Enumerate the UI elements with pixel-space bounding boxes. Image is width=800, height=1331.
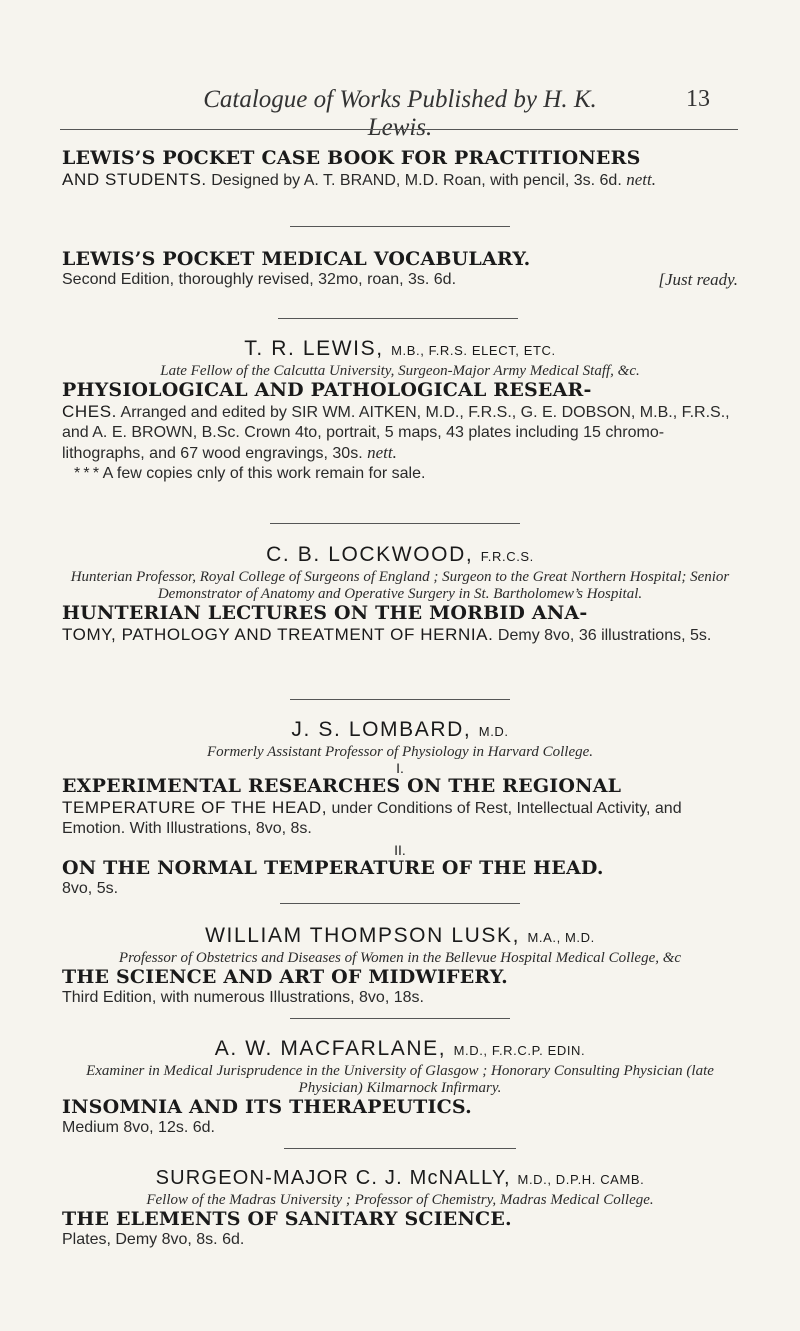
entry-description: under Conditions of Rest, Intellectual Activity, and Emotion. With Illustrations, 8vo, 8s. xyxy=(62,800,682,837)
author-affiliation: Formerly Assistant Professor of Physiology in Harvard College. xyxy=(206,744,594,760)
entry-title-continuation: AND STUDENTS. xyxy=(62,170,207,189)
author-degrees: F.R.C.S. xyxy=(480,549,534,564)
volume-numeral: I. xyxy=(396,760,404,776)
separator-rule xyxy=(280,903,520,904)
author-degrees: M.B., F.R.S. ELECT, ETC. xyxy=(391,343,556,358)
author-affiliation: Hunterian Professor, Royal College of Surgeons of England ; Surgeon to the Great Northern Hospital; Senior Demonstrator of Anatomy and Operative Surgery in St. Bartholomew’s Hospital. xyxy=(70,569,730,602)
price-note: nett. xyxy=(367,443,397,462)
entry-lewis xyxy=(62,337,738,484)
separator-rule xyxy=(284,1148,516,1149)
separator-rule xyxy=(290,226,510,227)
author-degrees: M.D., D.P.H. CAMB. xyxy=(517,1172,645,1187)
author-name: T. R. LEWIS, xyxy=(244,337,384,360)
entry-lusk xyxy=(62,924,738,1008)
price-note: nett. xyxy=(626,170,656,189)
header-rule xyxy=(60,129,738,130)
author-affiliation: Professor of Obstetrics and Diseases of Women in the Bellevue Hospital Medical College, &c xyxy=(118,950,682,966)
author-affiliation: Fellow of the Madras University ; Professor of Chemistry, Madras Medical College. xyxy=(146,1192,654,1208)
entry-description: Second Edition, thoroughly revised, 32mo, roan, 3s. 6d. xyxy=(62,271,457,288)
entry-title: LEWIS’S POCKET CASE BOOK FOR PRACTITIONERS xyxy=(62,147,641,169)
entry-title: THE ELEMENTS OF SANITARY SCIENCE. xyxy=(62,1208,512,1230)
footnote: * * * A few copies cnly of this work remain for sale. xyxy=(74,465,426,482)
author-degrees: M.D., F.R.C.P. EDIN. xyxy=(453,1043,586,1058)
entry-title: EXPERIMENTAL RESEARCHES ON THE REGIONAL xyxy=(62,775,622,797)
entry-lombard xyxy=(62,718,738,899)
separator-rule xyxy=(270,523,520,524)
entry-description: 8vo, 5s. xyxy=(62,880,119,897)
author-name: C. B. LOCKWOOD, xyxy=(266,543,474,566)
author-degrees: M.D. xyxy=(478,724,509,739)
entry-description: Plates, Demy 8vo, 8s. 6d. xyxy=(62,1231,245,1248)
separator-rule xyxy=(278,318,518,319)
author-name: J. S. LOMBARD, xyxy=(291,718,472,741)
entry-title: INSOMNIA AND ITS THERAPEUTICS. xyxy=(62,1096,472,1118)
separator-rule xyxy=(290,1018,510,1019)
entry-description: Medium 8vo, 12s. 6d. xyxy=(62,1119,215,1136)
entry-case-book xyxy=(62,148,738,191)
page-number: 13 xyxy=(686,86,710,112)
availability-note: [Just ready. xyxy=(658,270,738,289)
author-name: A. W. MACFARLANE, xyxy=(214,1037,447,1060)
entry-description: Demy 8vo, 36 illustrations, 5s. xyxy=(497,627,712,644)
entry-description: Arranged and edited by SIR WM. AITKEN, M.D., F.R.S., G. E. DOBSON, M.B., F.R.S., and A. E. BROWN, B.Sc. Crown 4to, portrait, 5 maps, 43 plates including 15 chromo-lithographs, and 67 wood engravings, 30s. xyxy=(62,404,730,462)
author-affiliation: Examiner in Medical Jurisprudence in the University of Glasgow ; Honorary Consulting Physician (late Physician) Kilmarnock Infirmary. xyxy=(86,1063,714,1096)
author-degrees: M.A., M.D. xyxy=(527,930,595,945)
entry-title: ON THE NORMAL TEMPERATURE OF THE HEAD. xyxy=(62,857,604,879)
entry-vocabulary xyxy=(62,249,738,290)
entry-title: THE SCIENCE AND ART OF MIDWIFERY. xyxy=(62,966,508,988)
entry-title: HUNTERIAN LECTURES ON THE MORBID ANA- xyxy=(62,602,588,624)
entry-title-continuation: TOMY, PATHOLOGY AND TREATMENT OF HERNIA. xyxy=(62,625,494,644)
entry-description: Third Edition, with numerous Illustrations, 8vo, 18s. xyxy=(62,989,424,1006)
entry-title: LEWIS’S POCKET MEDICAL VOCABULARY. xyxy=(62,248,531,270)
entry-title-continuation: TEMPERATURE OF THE HEAD, xyxy=(62,798,328,817)
entry-description: Designed by A. T. BRAND, M.D. Roan, with pencil, 3s. 6d. xyxy=(211,172,622,189)
entry-title: PHYSIOLOGICAL AND PATHOLOGICAL RESEAR- xyxy=(62,379,592,401)
author-name: WILLIAM THOMPSON LUSK, xyxy=(205,924,521,947)
volume-numeral: II. xyxy=(394,842,406,858)
entry-lockwood xyxy=(62,543,738,646)
entry-mcnally xyxy=(62,1166,738,1250)
author-affiliation: Late Fellow of the Calcutta University, Surgeon-Major Army Medical Staff, &c. xyxy=(160,363,640,379)
separator-rule xyxy=(290,699,510,700)
entry-title-continuation: CHES. xyxy=(62,402,117,421)
entry-macfarlane xyxy=(62,1037,738,1138)
author-name: SURGEON-MAJOR C. J. McNALLY, xyxy=(155,1167,511,1189)
running-head: Catalogue of Works Published by H. K. Lewis. xyxy=(203,86,597,141)
